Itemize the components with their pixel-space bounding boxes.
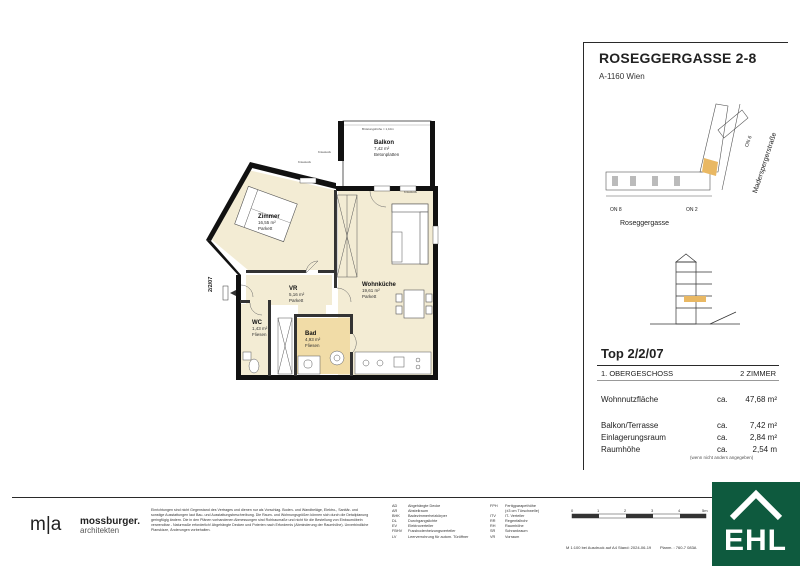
- abbr-row: [490, 535, 539, 540]
- street-roseggergasse: Roseggergasse: [620, 220, 670, 227]
- abbreviations-right: [490, 504, 539, 540]
- panel-divider: [583, 42, 584, 470]
- ehl-logo: [712, 482, 800, 566]
- kniestock-label-1: Kniestock: [318, 150, 332, 154]
- scale-bar: [568, 512, 708, 526]
- room-area: 4,93 m²: [305, 337, 321, 342]
- room-name: VR: [289, 286, 298, 292]
- room-label-bad: [305, 331, 320, 349]
- wall-wc: [268, 300, 271, 376]
- abbr-value: Badezimmerheizkörper: [408, 514, 448, 519]
- scale-tick-1: 1: [597, 508, 600, 513]
- raumhoehe-note: (wenn nicht anders angegeben): [690, 455, 754, 460]
- abbr-key: DL: [392, 519, 397, 524]
- abbr-value: (±3 cm Türschwelle): [505, 509, 540, 514]
- abbr-value: IT- Verteiler: [505, 514, 525, 519]
- row-wohnnutzflaeche-value: 47,68 m²: [745, 395, 777, 404]
- room-name: Balkon: [374, 140, 395, 146]
- room-label-wohnkueche: [362, 282, 396, 300]
- row-wohnnutzflaeche-ca: ca.: [717, 395, 728, 404]
- kniestock-label-3: Kniestock: [404, 190, 418, 194]
- row-wohnnutzflaeche-label: Wohnnutzfläche: [601, 395, 659, 404]
- wall-bottom: [236, 375, 438, 380]
- room-label-wc: [252, 320, 267, 338]
- room-finish: Fliesen: [252, 332, 267, 337]
- room-label-zimmer: [258, 214, 280, 232]
- room-area: 1,43 m²: [252, 326, 268, 331]
- plan-number: Planm. : 760-7 083A: [660, 545, 697, 550]
- abbreviations-left: [392, 504, 468, 540]
- abbr-value: Fertigparapethöhe: [505, 504, 537, 508]
- row-einlagerung-label: Einlagerungsraum: [601, 433, 666, 442]
- room-finish: Parkett: [289, 298, 304, 303]
- abbr-key: BHK: [392, 514, 400, 519]
- architect-subtitle: architekten: [80, 526, 120, 535]
- room-area: 19,61 m²: [362, 288, 380, 293]
- room-finish: Parkett: [258, 226, 273, 231]
- plan-date: Stand: 2024-06-19: [618, 545, 652, 550]
- row-einlagerung-value: 2,84 m²: [749, 433, 777, 442]
- row-balkon-value: 7,42 m²: [749, 421, 777, 430]
- kniestock-label-2: Kniestock: [298, 160, 312, 164]
- wc-cabinet: [278, 318, 292, 374]
- row-balkon-label: Balkon/Terrasse: [601, 421, 659, 430]
- room-name: Wohnküche: [362, 282, 396, 288]
- abbr-value: Abgehängte Decke: [408, 504, 441, 508]
- abbr-value: Leerverrohrung für autom. Türöffner: [408, 534, 469, 539]
- room-finish: Fliesen: [305, 343, 320, 348]
- site-label-on6: ON 6: [744, 135, 754, 149]
- abbr-value: Fussbodenheizungsverteiler: [408, 529, 456, 534]
- abbr-value: Regenfallrohr: [505, 519, 528, 524]
- room-area: 5,16 m²: [289, 292, 305, 297]
- room-finish: Betonplatten: [374, 152, 400, 157]
- entry-marker: [223, 286, 236, 300]
- unit-highlight: [702, 158, 718, 176]
- wall-bad-top: [294, 314, 350, 317]
- abbr-key: FBHV: [392, 529, 403, 534]
- abbr-key: AD: [392, 504, 398, 508]
- abbr-value: Raumhöhe: [505, 524, 524, 529]
- room-fill-vr-lower: [298, 305, 326, 315]
- site-label-on8: ON 8: [610, 207, 622, 213]
- row-raumhoehe-label: Raumhöhe: [601, 445, 641, 454]
- room-area: 16,55 m²: [258, 220, 276, 225]
- scale-tick-5: 5m: [702, 508, 708, 513]
- abbr-value: Abstellraum: [408, 509, 429, 514]
- unit-name: Top 2/2/07: [601, 346, 664, 361]
- section-view: [650, 250, 750, 330]
- unit-rule-2: [597, 380, 779, 381]
- scale-tick-4: 4: [678, 508, 681, 513]
- abbr-key: EV: [392, 524, 398, 529]
- abbr-key: FPH: [490, 504, 498, 508]
- room-area: 7,42 m²: [374, 146, 390, 151]
- room-name: WC: [252, 320, 262, 326]
- project-address: A-1160 Wien: [599, 72, 645, 81]
- scale-note: M 1:100 bei Ausdruck auf A4: [566, 545, 617, 550]
- abbr-key: RR: [490, 519, 496, 524]
- kitchen-counter: [355, 352, 431, 374]
- scale-tick-3: 3: [651, 508, 654, 513]
- balcony-rail-note: Brüstungshöhe ≈ 1,10m: [362, 127, 394, 131]
- room-name: Bad: [305, 331, 317, 337]
- wall-bad-right: [350, 314, 353, 334]
- row-raumhoehe-ca: ca.: [717, 445, 728, 454]
- scale-tick-0: 0: [571, 508, 574, 513]
- abbr-key: ITV: [490, 514, 496, 519]
- unit-rooms: 2 ZIMMER: [740, 369, 776, 378]
- entry-label: 2/2/07: [208, 276, 214, 292]
- section-unit-highlight: [684, 296, 706, 302]
- header-rule: [583, 42, 788, 43]
- street-maderspergerstrasse: Maderspergerstraße: [752, 131, 779, 195]
- site-label-on2: ON 2: [686, 207, 698, 213]
- room-finish: Parkett: [362, 294, 377, 299]
- room-label-balkon: [374, 140, 399, 158]
- project-title: ROSEGGERGASSE 2-8: [599, 50, 757, 66]
- abbr-key: SR: [490, 529, 496, 534]
- room-label-vr: [289, 286, 304, 304]
- footer-rule: [12, 497, 712, 498]
- wall-right: [433, 186, 438, 378]
- scale-tick-2: 2: [624, 508, 627, 513]
- house-roof-icon: [728, 488, 784, 522]
- row-raumhoehe-value: 2,54 m: [752, 445, 777, 454]
- abbr-value: Elektroverteiler: [408, 524, 434, 529]
- wall-zimmer-kitchen: [334, 190, 337, 272]
- abbr-row: [392, 535, 468, 540]
- abbr-key: LV: [392, 534, 397, 539]
- abbr-value: Schrankraum: [505, 529, 528, 534]
- abbr-key: VR: [490, 534, 496, 539]
- wall-zimmer-vr: [246, 270, 306, 273]
- unit-floor: 1. OBERGESCHOSS: [601, 369, 674, 378]
- abbr-value: Durchgangslichte: [408, 519, 438, 524]
- disclaimer-text: Einrichtungen sind nicht Gegenstand des Vertrages und dienen nur als Vorschlag. Boden- und Wandbeläge, Elektro-, Sanitär- und sonstige Ausstattungen laut Bau- und Ausstattungsbeschreibung. Die Raum- und Wohnungsgrößen können sich durch die Detailplanung geringfügig ändern. Die in den Plänen vorhandenen Abmessungen sind Rohbaumaße und nicht für die Bestellung von Einbaumöbeln verwendbar - Naturmaße erforderlich! Abgehängte Decken und Poterien nach Erfordernis (Abminderung der Raumhöhe). Unverbindliche Planskizze, Änderungen vorbehalten.: [151, 508, 369, 533]
- room-name: Zimmer: [258, 214, 280, 220]
- abbr-key: RH: [490, 524, 496, 529]
- row-balkon-ca: ca.: [717, 421, 728, 430]
- ehl-brand-text: EHL: [724, 524, 787, 557]
- architect-name: mossburger.: [80, 516, 141, 527]
- abbr-value: Vorraum: [505, 534, 520, 539]
- architect-logo-mark: m|a: [30, 514, 62, 535]
- wall-bad-left: [294, 314, 297, 376]
- site-plan: [598, 94, 778, 234]
- abbr-key: AR: [392, 509, 398, 514]
- tv-board: [392, 232, 402, 262]
- wall-left: [236, 275, 241, 380]
- row-einlagerung-ca: ca.: [717, 433, 728, 442]
- unit-rule: [597, 365, 779, 366]
